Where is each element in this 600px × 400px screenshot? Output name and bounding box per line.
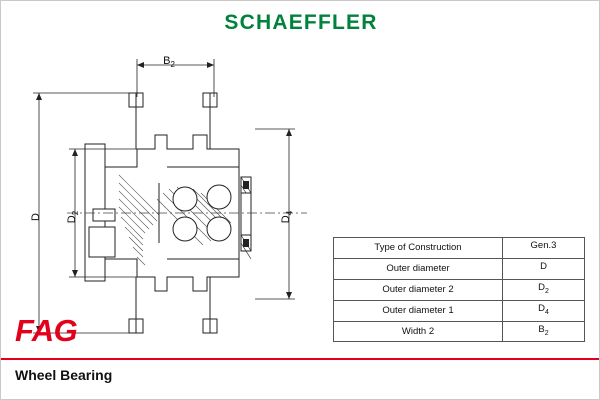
table-row [334,300,585,321]
spec-label: Width 2 [334,321,503,342]
spec-value [503,279,585,300]
spec-value-text: D [538,281,545,293]
spec-value [503,258,585,279]
schaeffler-logo-text: SCHAEFFLER [224,11,378,34]
product-title: Wheel Bearing [15,367,113,383]
dimension-label-b2: $B_2$ [163,55,175,69]
specification-table [333,237,585,342]
spec-label: Outer diameter 1 [334,300,503,321]
table-row [334,279,585,300]
technical-drawing [7,49,337,339]
spec-value-sub: 2 [544,287,549,295]
spec-value-sub: 2 [544,329,549,337]
spec-value [503,321,585,342]
spec-value [503,300,585,321]
spec-value-text: D [538,302,545,314]
wheel-bearing-cross-section-drawing [7,49,337,339]
fag-logo-text: FAG [15,313,78,348]
spec-value-text: D [540,260,547,272]
dimension-label-d4: $D_4$ [280,210,294,224]
dimension-label-d: D [30,213,42,221]
dimension-label-d2: $D_2$ [66,210,80,224]
spec-value [503,238,585,259]
table-row [334,238,585,259]
spec-value-sub: 4 [544,308,549,316]
table-row [334,258,585,279]
brand-header [1,11,600,35]
spec-value-text: B [538,323,545,335]
spec-label: Outer diameter [334,258,503,279]
footer-divider [1,358,599,360]
spec-label: Outer diameter 2 [334,279,503,300]
table-row [334,321,585,342]
spec-value-text: Gen.3 [530,240,557,251]
spec-label: Type of Construction [334,238,503,259]
